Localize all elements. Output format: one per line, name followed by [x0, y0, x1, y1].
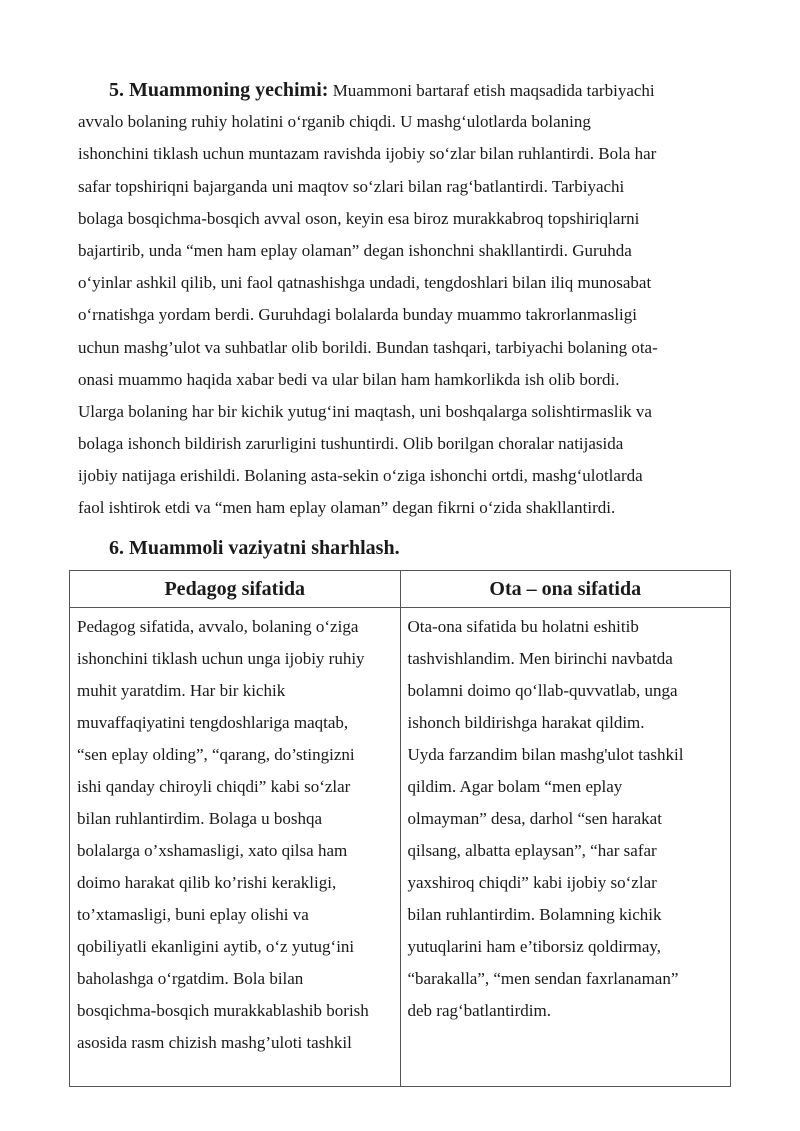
cell-line: baholashga o‘rgatdim. Bola bilan: [77, 969, 304, 988]
table-header-pedagog: Pedagog sifatida: [70, 571, 401, 608]
section-5-heading: 5. Muammoning yechimi:: [109, 79, 329, 101]
paragraph-line: faol ishtirok etdi va “men ham eplay olaman” degan fikrni o‘zida shakllantirdi.: [78, 498, 616, 518]
paragraph-line: o‘rnatishga yordam berdi. Guruhdagi bolalarda bunday muammo takrorlanmasligi: [78, 305, 637, 325]
cell-line: doimo harakat qilib ko’rishi kerakligi,: [77, 873, 337, 892]
cell-line: asosida rasm chizish mashg’uloti tashkil: [77, 1033, 352, 1052]
cell-line: bolamni doimo qo‘llab-quvvatlab, unga: [407, 681, 678, 700]
paragraph-line: o‘yinlar ashkil qilib, uni faol qatnashishga undadi, tengdoshlari bilan iliq munosabat: [78, 273, 652, 293]
cell-line: ishi qanday chiroyli chiqdi” kabi so‘zlar: [77, 777, 351, 796]
cell-line: muhit yaratdim. Har bir kichik: [77, 681, 286, 700]
table-header-parent: Ota – ona sifatida: [400, 571, 731, 608]
cell-line: Ota-ona sifatida bu holatni eshitib: [407, 617, 639, 636]
cell-line: Uyda farzandim bilan mashg'ulot tashkil: [407, 745, 684, 764]
table-row: [70, 608, 731, 1087]
paragraph-line: ishonchini tiklash uchun muntazam ravishda ijobiy so‘zlar bilan ruhlantirdi. Bola har: [78, 144, 657, 164]
cell-line: bilan ruhlantirdim. Bolaga u boshqa: [77, 809, 323, 828]
pedagog-cell: [70, 608, 401, 1087]
cell-line: deb rag‘batlantirdim.: [407, 1001, 552, 1020]
cell-line: ishonch bildirishga harakat qildim.: [407, 713, 645, 732]
cell-line: “sen eplay olding”, “qarang, do’stingizni: [77, 745, 355, 764]
paragraph-line: bolaga bosqichma-bosqich avval oson, keyin esa biroz murakkabroq topshiriqlarni: [78, 208, 640, 228]
paragraph-line: uchun mashg’ulot va suhbatlar olib borildi. Bundan tashqari, tarbiyachi bolaning ota-: [78, 337, 658, 357]
section-5-paragraph: [78, 74, 730, 525]
paragraph-line: avvalo bolaning ruhiy holatini o‘rganib chiqdi. U mashg‘ulotlarda bolaning: [78, 112, 591, 132]
cell-line: to’xtamasligi, buni eplay olishi va: [77, 905, 309, 924]
section-6-heading: 6. Muammoli vaziyatni sharhlash.: [109, 537, 400, 559]
paragraph-line: bolaga ishonch bildirish zarurligini tushuntirdi. Olib borilgan choralar natijasida: [78, 434, 624, 454]
cell-line: olmayman” desa, darhol “sen harakat: [407, 809, 662, 828]
cell-line: bolalarga o’xshamasligi, xato qilsa ham: [77, 841, 348, 860]
table-header-row: [70, 571, 731, 608]
paragraph-text: Muammoni bartaraf etish maqsadida tarbiyachi: [328, 81, 655, 100]
cell-line: qildim. Agar bolam “men eplay: [407, 777, 623, 796]
cell-line: tashvishlandim. Men birinchi navbatda: [407, 649, 673, 668]
cell-line: “barakalla”, “men sendan faxrlanaman”: [407, 969, 679, 988]
cell-line: bosqichma-bosqich murakkablashib borish: [77, 1001, 369, 1020]
cell-line: qilsang, albatta eplaysan”, “har safar: [407, 841, 657, 860]
cell-line: bilan ruhlantirdim. Bolamning kichik: [407, 905, 662, 924]
cell-line: yutuqlarini ham e’tiborsiz qoldirmay,: [407, 937, 662, 956]
cell-line: qobiliyatli ekanligini aytib, o‘z yutug‘ini: [77, 937, 355, 956]
cell-line: Pedagog sifatida, avvalo, bolaning o‘ziga: [77, 617, 359, 636]
paragraph-line: safar topshiriqni bajarganda uni maqtov so‘zlari bilan rag‘batlantirdi. Tarbiyachi: [78, 176, 625, 196]
cell-line: yaxshiroq chiqdi” kabi ijobiy so‘zlar: [407, 873, 657, 892]
paragraph-line: bajartirib, unda “men ham eplay olaman” degan ishonchni shakllantirdi. Guruhda: [78, 240, 632, 260]
paragraph-line: ijobiy natijaga erishildi. Bolaning asta-sekin o‘ziga ishonchi ortdi, mashg‘ulotlarda: [78, 466, 643, 486]
cell-line: ishonchini tiklash uchun unga ijobiy ruhiy: [77, 649, 365, 668]
paragraph-line: Ularga bolaning har bir kichik yutug‘ini maqtash, uni boshqalarga solishtirmaslik va: [78, 401, 652, 421]
parent-cell: [400, 608, 731, 1087]
comparison-table: [69, 570, 731, 1087]
paragraph-line: onasi muammo haqida xabar bedi va ular bilan ham hamkorlikda ish olib bordi.: [78, 369, 620, 389]
cell-line: muvaffaqiyatini tengdoshlariga maqtab,: [77, 713, 349, 732]
paragraph-line: [78, 74, 730, 106]
